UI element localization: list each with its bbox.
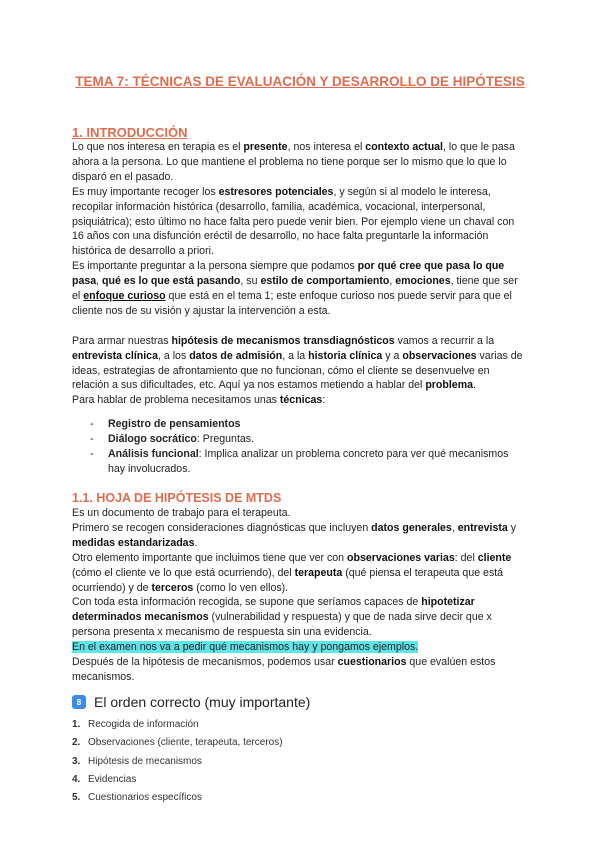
- order-heading: [72, 694, 310, 710]
- paragraph: Con toda esta información recogida, se supone que seríamos capaces de hipotetizar determinados mecanismos (vulnerabilidad y respuesta) y que de nada sirve decir que x persona presenta x mecanismo de respuesta sin una evidencia.: [72, 596, 492, 639]
- paragraph: Lo que nos interesa en terapia es el presente, nos interesa el contexto actual, lo que le pasa ahora a la persona. Lo que mantiene el problema no tiene porque ser lo mismo que lo que lo disparó en el pasado.: [72, 141, 515, 183]
- list-item: 2. Observaciones (cliente, terapeuta, terceros): [72, 737, 283, 749]
- hoja-paragraphs: [72, 506, 528, 685]
- section-heading-hoja-hipotesis: 1.1. HOJA DE HIPÓTESIS DE MTDS: [72, 491, 282, 505]
- list-item: 4. Evidencias: [72, 773, 137, 785]
- paragraph: Primero se recogen consideraciones diagnósticas que incluyen datos generales, entrevista y medidas estandarizadas.: [72, 521, 517, 549]
- paragraph: Para armar nuestras hipótesis de mecanismos transdiagnósticos vamos a recurrir a la entrevista clínica, a los datos de admisión, a la historia clínica y a observaciones varias de ideas, estrategias de afrontamiento que no funcionan, cómo el cliente se desenvuelve en relación a sus dificultades, etc. Aquí ya nos estamos metiendo a hablar del problema.: [72, 334, 523, 392]
- list-item: 5. Cuestionarios específicos: [72, 792, 202, 804]
- list-item: - Análisis funcional: Implica analizar un problema concreto para ver qué mecanismos hay involucrados.: [90, 447, 509, 475]
- highlighted-note: En el examen nos va a pedir qué mecanismos hay y pongamos ejemplos.: [72, 641, 419, 654]
- techniques-list: [90, 417, 520, 477]
- paragraph: Después de la hipótesis de mecanismos, podemos usar cuestionarios que evalúen estos mecanismos.: [72, 656, 496, 683]
- number-badge-icon: 8: [72, 695, 86, 709]
- section-heading-introduccion: 1. INTRODUCCIÓN: [72, 125, 188, 140]
- order-list: [72, 716, 283, 807]
- list-item: 1. Recogida de información: [72, 719, 199, 730]
- list-item: - Registro de pensamientos: [90, 418, 241, 430]
- list-item: - Diálogo socrático: Preguntas.: [90, 432, 255, 445]
- order-title: El orden correcto (muy importante): [94, 694, 311, 710]
- paragraph: Es muy importante recoger los estresores potenciales, y según si al modelo le interesa, recopilar información histórica (desarrollo, familia, académica, vocacional, interpersonal, psiquiátrica); esto último no hace falta pero puede venir bien. Por ejemplo viene un chaval con 16 años con una disfunción eréctil de desarrollo, no hace falta preguntarle la información histórica de desarrollo a priori.: [72, 185, 515, 258]
- page-title: TEMA 7: TÉCNICAS DE EVALUACIÓN Y DESARROLLO DE HIPÓTESIS: [75, 74, 525, 89]
- list-item: 3. Hipótesis de mecanismos: [72, 755, 202, 767]
- paragraph: Es un documento de trabajo para el terapeuta.: [72, 507, 291, 519]
- paragraph: Es importante preguntar a la persona siempre que podamos por qué cree que pasa lo que pasa, qué es lo que está pasando, su estilo de comportamiento, emociones, tiene que ser el enfoque curioso que está en el tema 1; este enfoque curioso nos puede servir para que el cliente nos de su visión y ajustar la intervención a esta.: [72, 260, 518, 317]
- intro-paragraphs: [72, 140, 528, 408]
- paragraph: Otro elemento importante que incluimos tiene que ver con observaciones varias: del cliente (cómo el cliente ve lo que está ocurriendo), del terapeuta (qué piensa el terapeuta que está ocurriendo) y de terceros (como lo ven ellos).: [72, 551, 512, 594]
- paragraph: Para hablar de problema necesitamos unas técnicas:: [72, 394, 326, 407]
